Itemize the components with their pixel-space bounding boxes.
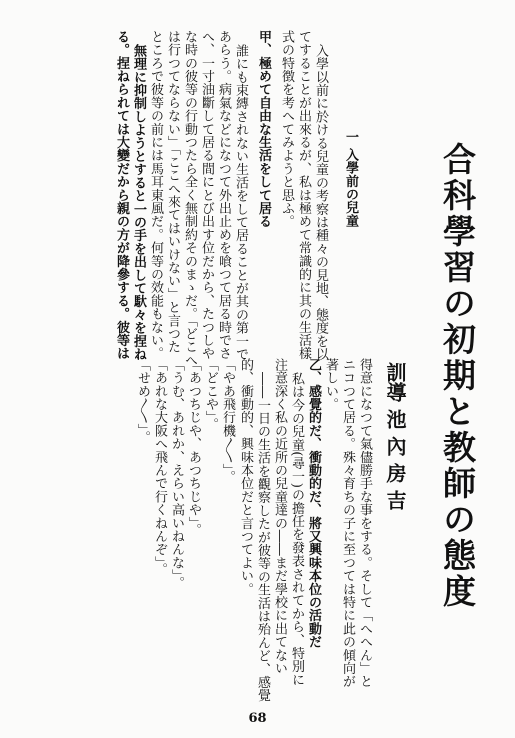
body-text: 私は今の兒童(尋一)の擔任を發表されてから、特別に [289,372,304,687]
body-text: 注意深く私の近所の兒童達の――まだ學校に出てない [272,358,287,675]
quote-line: 「やあ飛行機〳〵」。 [220,358,235,484]
quote-line: 「どこや」。 [203,358,218,431]
body-text: る。捏ねられては大變だから親の方が降參する。彼等は [114,30,129,360]
body-text: 無理に抑制しようとすると一の手を出して馱々を捏ね [131,44,146,361]
section-heading: 一 入學前の兒童 [343,130,358,228]
body-text: 誰にも束縛されない生活をして居ることが其の第一で [233,44,248,361]
body-text: 的、衝動的、興味本位だと言つてよい。 [238,358,253,596]
article-author: 訓導 池 內 房 吉 [383,362,407,510]
body-text: あらう。病氣などになつて外出止めを喰つて居る時でさ [216,30,231,360]
body-text: 式の特徴を考へてみようと思ふ。 [279,30,294,228]
body-text: 著しい。 [323,358,338,411]
quote-line: 「せめ〳〵」。 [135,358,150,444]
quote-line: 「あれな大阪へ飛んで行くねんぞ」。 [152,358,167,576]
article-title: 合科學習の初期と教師の態度 [438,142,477,610]
page-number: 68 [248,711,267,726]
body-text: ――一日の生活を觀察したが彼等の生活は殆んど、感覺 [255,372,270,702]
subheading-b: 乙、感覺的だ、衝動的だ、將又興味本位の活動だ [306,358,321,649]
quote-line: 「あつちじや、あつちじや」。 [186,358,201,537]
body-text: な時の彼等の行動つたら全く無制約そのまゝだ。「どこへ [182,30,197,367]
body-text: ところで彼等の前には馬耳東風だ。何等の效能もない。 [148,30,163,360]
body-text: は行つてならない」「ここへ來てはいけない」と言つた [165,30,180,354]
body-text: ニコつて居る。殊々育ちの子に至つては特に此の傾向が [340,358,355,688]
body-text: てすることが出來るが、私は極めて常識的に其の生活樣 [296,30,311,360]
body-text: 入學以前に於ける兒童の考察は種々の見地、態度を以 [313,44,328,361]
quote-line: 「うむ、あれか、えらい高いねんな」。 [169,358,184,590]
body-text: へ、一寸油斷して居る間にとび出す位だから、たつしや [199,30,214,360]
subheading-a: 甲、極めて自由な生活をして居る [256,30,271,228]
body-text: 得意になつて氣儘勝手な事をする。そして「へへん」と [357,358,372,688]
